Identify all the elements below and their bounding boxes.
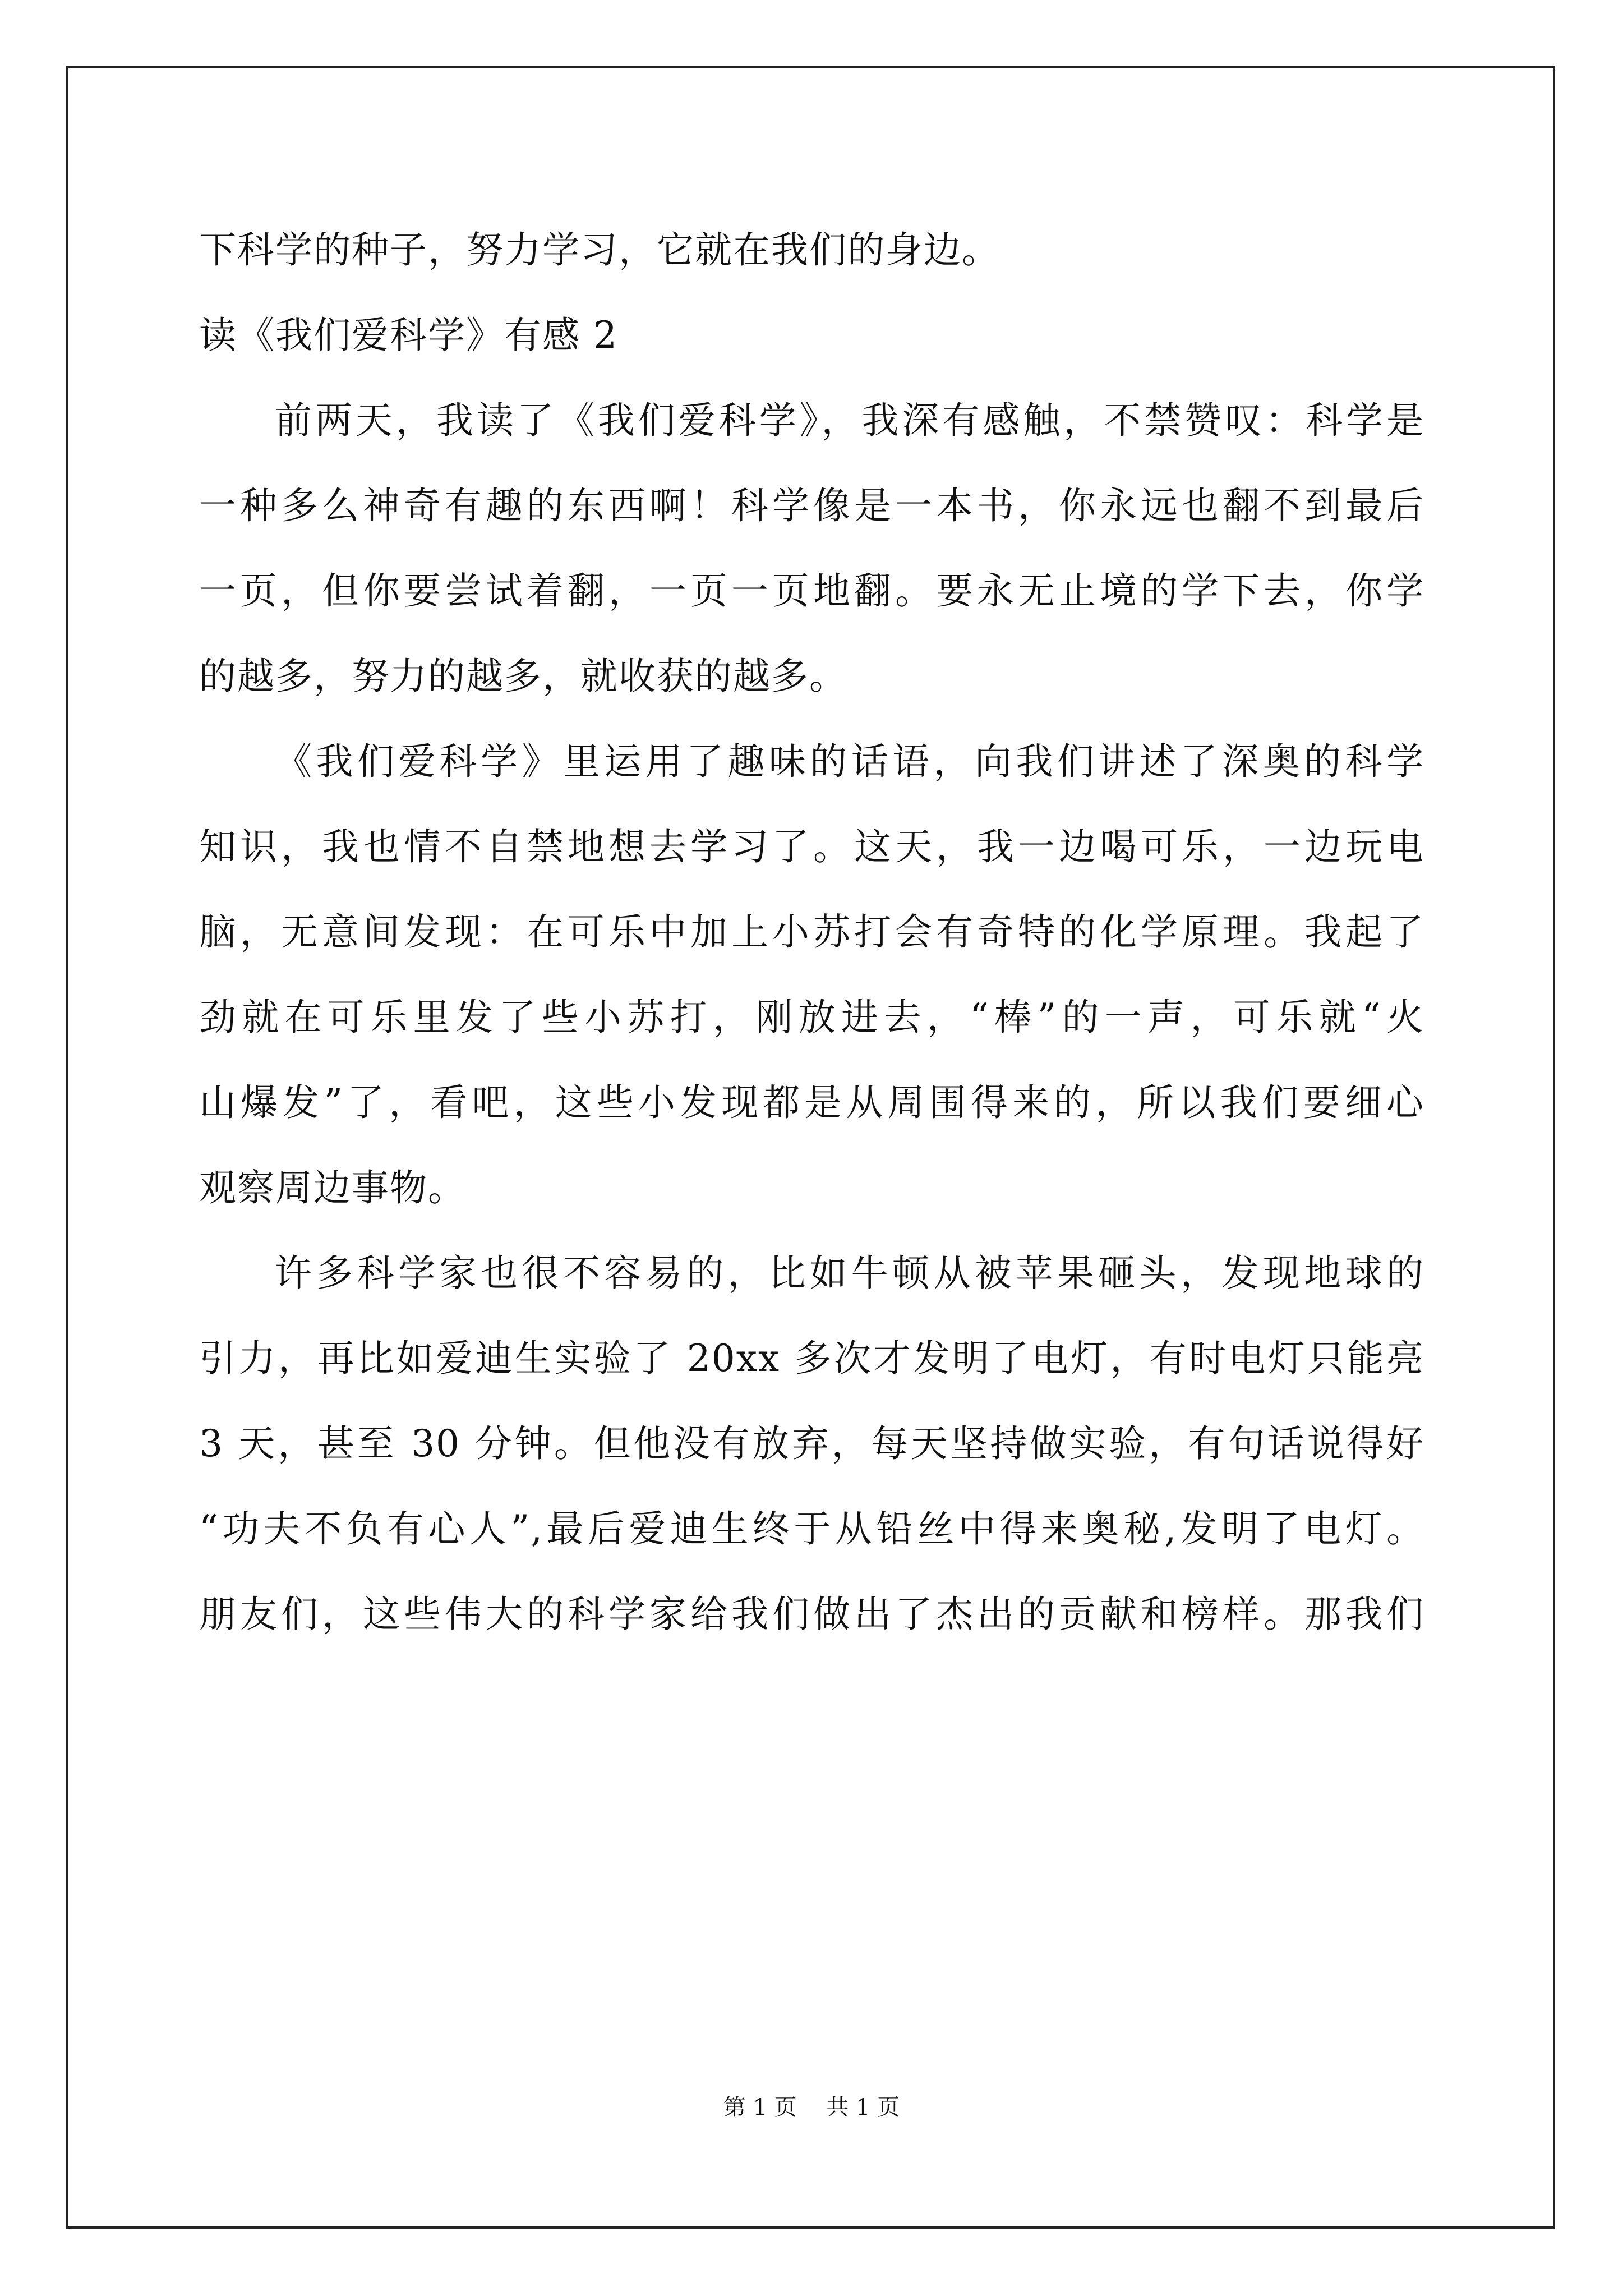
paragraph-line: 朋友们，这些伟大的科学家给我们做出了杰出的贡献和榜样。那我们 [199,1593,1424,1636]
paragraph-line: 观察周边事物。 [199,1166,466,1209]
paragraph-line: 的越多，努力的越多，就收获的越多。 [199,655,847,698]
page-number: 第 1 页 [723,2095,797,2120]
paragraph-line: 一种多么神奇有趣的东西啊！科学像是一本书，你永远也翻不到最后 [199,484,1424,527]
paragraph-line: 前两天，我读了《我们爱科学》，我深有感触，不禁赞叹：科学是 [275,399,1424,442]
document-body [199,208,1424,1657]
section-title: 读《我们爱科学》有感 2 [199,314,618,357]
paragraph-line: 一页，但你要尝试着翻，一页一页地翻。要永无止境的学下去，你学 [199,569,1424,613]
paragraph-line: 知识，我也情不自禁地想去学习了。这天，我一边喝可乐，一边玩电 [199,825,1424,868]
paragraph-line: “功夫不负有心人”,最后爱迪生终于从铅丝中得来奥秘,发明了电灯。 [199,1507,1424,1550]
paragraph-line: 许多科学家也很不容易的，比如牛顿从被苹果砸头，发现地球的 [275,1251,1424,1295]
page-footer [0,2093,1623,2122]
paragraph-line: 劲就在可乐里发了些小苏打，刚放进去，“棒”的一声，可乐就“火 [199,996,1424,1039]
paragraph-line: 《我们爱科学》里运用了趣味的话语，向我们讲述了深奥的科学 [275,740,1424,783]
text-line: 下科学的种子，努力学习，它就在我们的身边。 [199,228,1000,272]
paragraph-line: 3 天，甚至 30 分钟。但他没有放弃，每天坚持做实验，有句话说得好 [199,1422,1424,1465]
paragraph-line: 脑，无意间发现：在可乐中加上小苏打会有奇特的化学原理。我起了 [199,910,1424,954]
paragraph-line: 引力，再比如爱迪生实验了 20xx 多次才发明了电灯，有时电灯只能亮 [199,1337,1424,1380]
paragraph-line: 山爆发”了，看吧，这些小发现都是从周围得来的，所以我们要细心 [199,1081,1424,1124]
page-total: 共 1 页 [826,2095,900,2120]
